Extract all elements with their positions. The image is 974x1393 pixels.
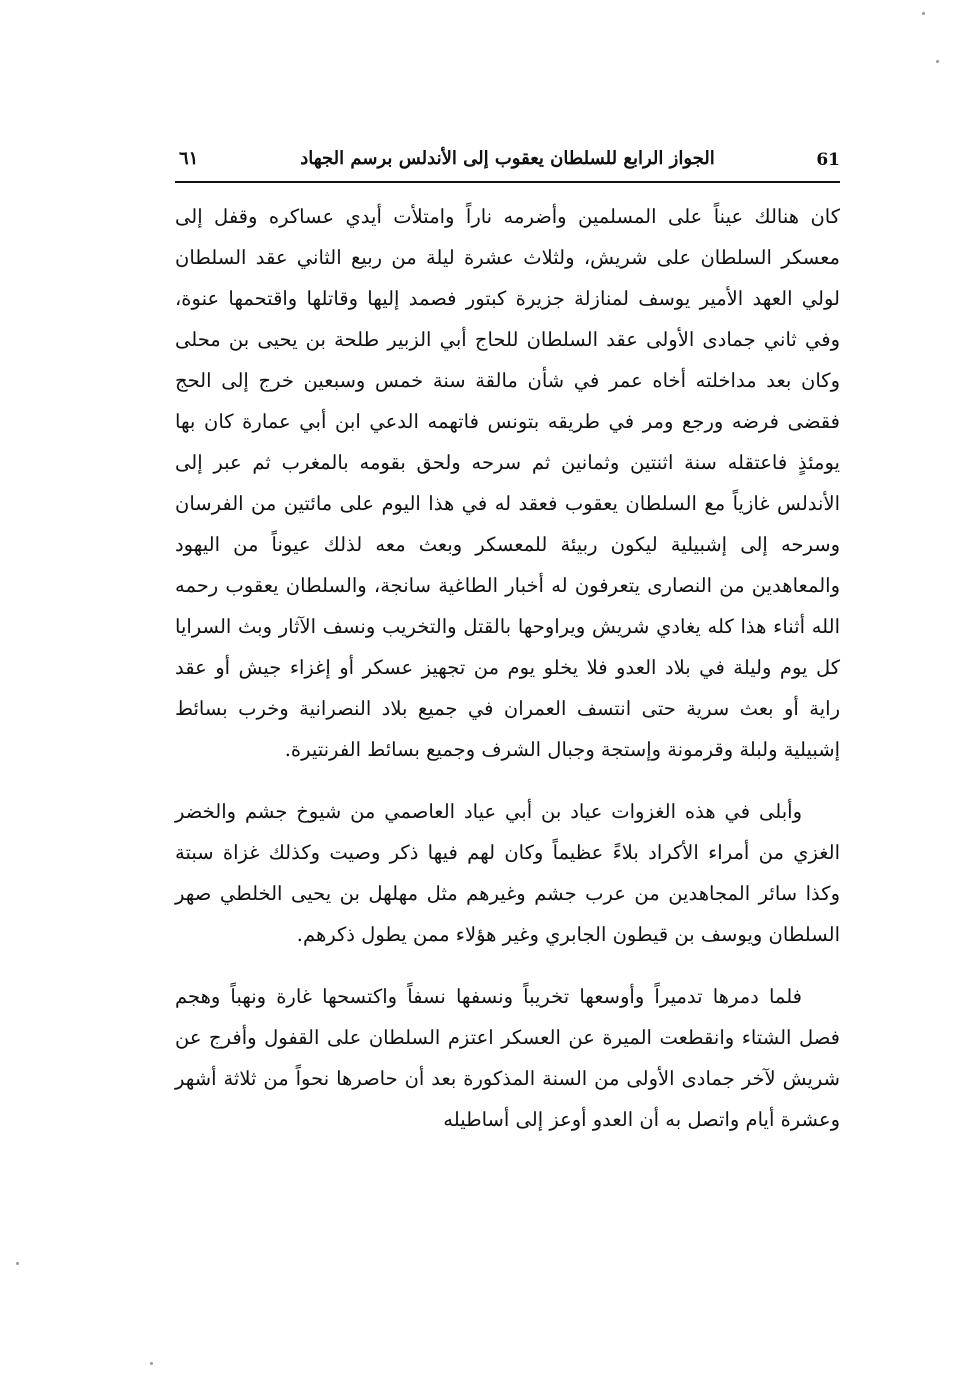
- page-number-latin: 61: [816, 150, 840, 170]
- scan-speck: [150, 1362, 153, 1365]
- header-rule: [175, 181, 840, 183]
- paragraph-2: وأبلى في هذه الغزوات عياد بن أبي عياد العاصمي من شيوخ جشم والخضر الغزي من أمراء الأكراد بلاءً عظيماً وكان لهم فيها ذكر وصيت وكذلك غزاة سبتة وكذا سائر المجاهدين من عرب جشم وغيرهم مثل مهلهل بن يحيى الخلطي صهر السلطان ويوسف بن قيطون الجابري وغير هؤلاء ممن يطول ذكرهم.: [175, 800, 840, 946]
- scan-speck: [936, 60, 939, 63]
- scan-speck: [922, 12, 925, 15]
- paragraph-3: فلما دمرها تدميراً وأوسعها تخريباً ونسفها نسفاً واكتسحها غارة ونهباً وهجم فصل الشتاء وانقطعت الميرة عن العسكر اعتزم السلطان على القفول وأفرج عن شريش لآخر جمادى الأولى من السنة المذكورة بعد أن حاصرها نحواً من ثلاثة أشهر وعشرة أيام واتصل به أن العدو أوعز إلى أساطيله: [175, 985, 840, 1131]
- running-title: الجواز الرابع للسلطان يعقوب إلى الأندلس برسم الجهاد: [300, 148, 715, 169]
- scan-speck: [16, 1262, 19, 1265]
- paragraph-1: كان هنالك عيناً على المسلمين وأضرمه ناراً وامتلأت أيدي عساكره وقفل إلى معسكر السلطان على شريش، ولثلاث عشرة ليلة من ربيع الثاني عقد السلطان لولي العهد الأمير يوسف لمنازلة جزيرة كبتور فصمد إليها وقاتلها واقتحمها عنوة، وفي ثاني جمادى الأولى عقد السلطان للحاج أبي الزبير طلحة بن يحيى بن محلى وكان بعد مداخلته أخاه عمر في شأن مالقة سنة خمس وسبعين خرج إلى الحج فقضى فرضه ورجع ومر في طريقه بتونس فاتهمه الدعي ابن أبي عمارة كان بها يومئذٍ فاعتقله سنة اثنتين وثمانين ثم سرحه ولحق بقومه بالمغرب ثم عبر إلى الأندلس غازياً مع السلطان يعقوب فعقد له في هذا اليوم على مائتين من الفرسان وسرحه إلى إشبيلية ليكون ربيئة للمعسكر وبعث معه لذلك عيوناً من اليهود والمعاهدين من النصارى يتعرفون له أخبار الطاغية سانجة، والسلطان يعقوب رحمه الله أثناء هذا كله يغادي شريش ويراوحها بالقتل والتخريب ونسف الآثار وبث السرايا كل يوم وليلة في بلاد العدو فلا يخلو يوم من تجهيز عسكر أو إغزاء جيش أو عقد راية أو بعث سرية حتى انتسف العمران في جميع بلاد النصرانية وخرب بسائط إشبيلية ولبلة وقرمونة وإستجة وجبال الشرف وجميع بسائط الفرنتيرة.: [175, 205, 840, 761]
- page-body: [175, 196, 840, 1161]
- page-number-arabic: ٦١: [179, 148, 199, 169]
- running-header: [175, 148, 840, 180]
